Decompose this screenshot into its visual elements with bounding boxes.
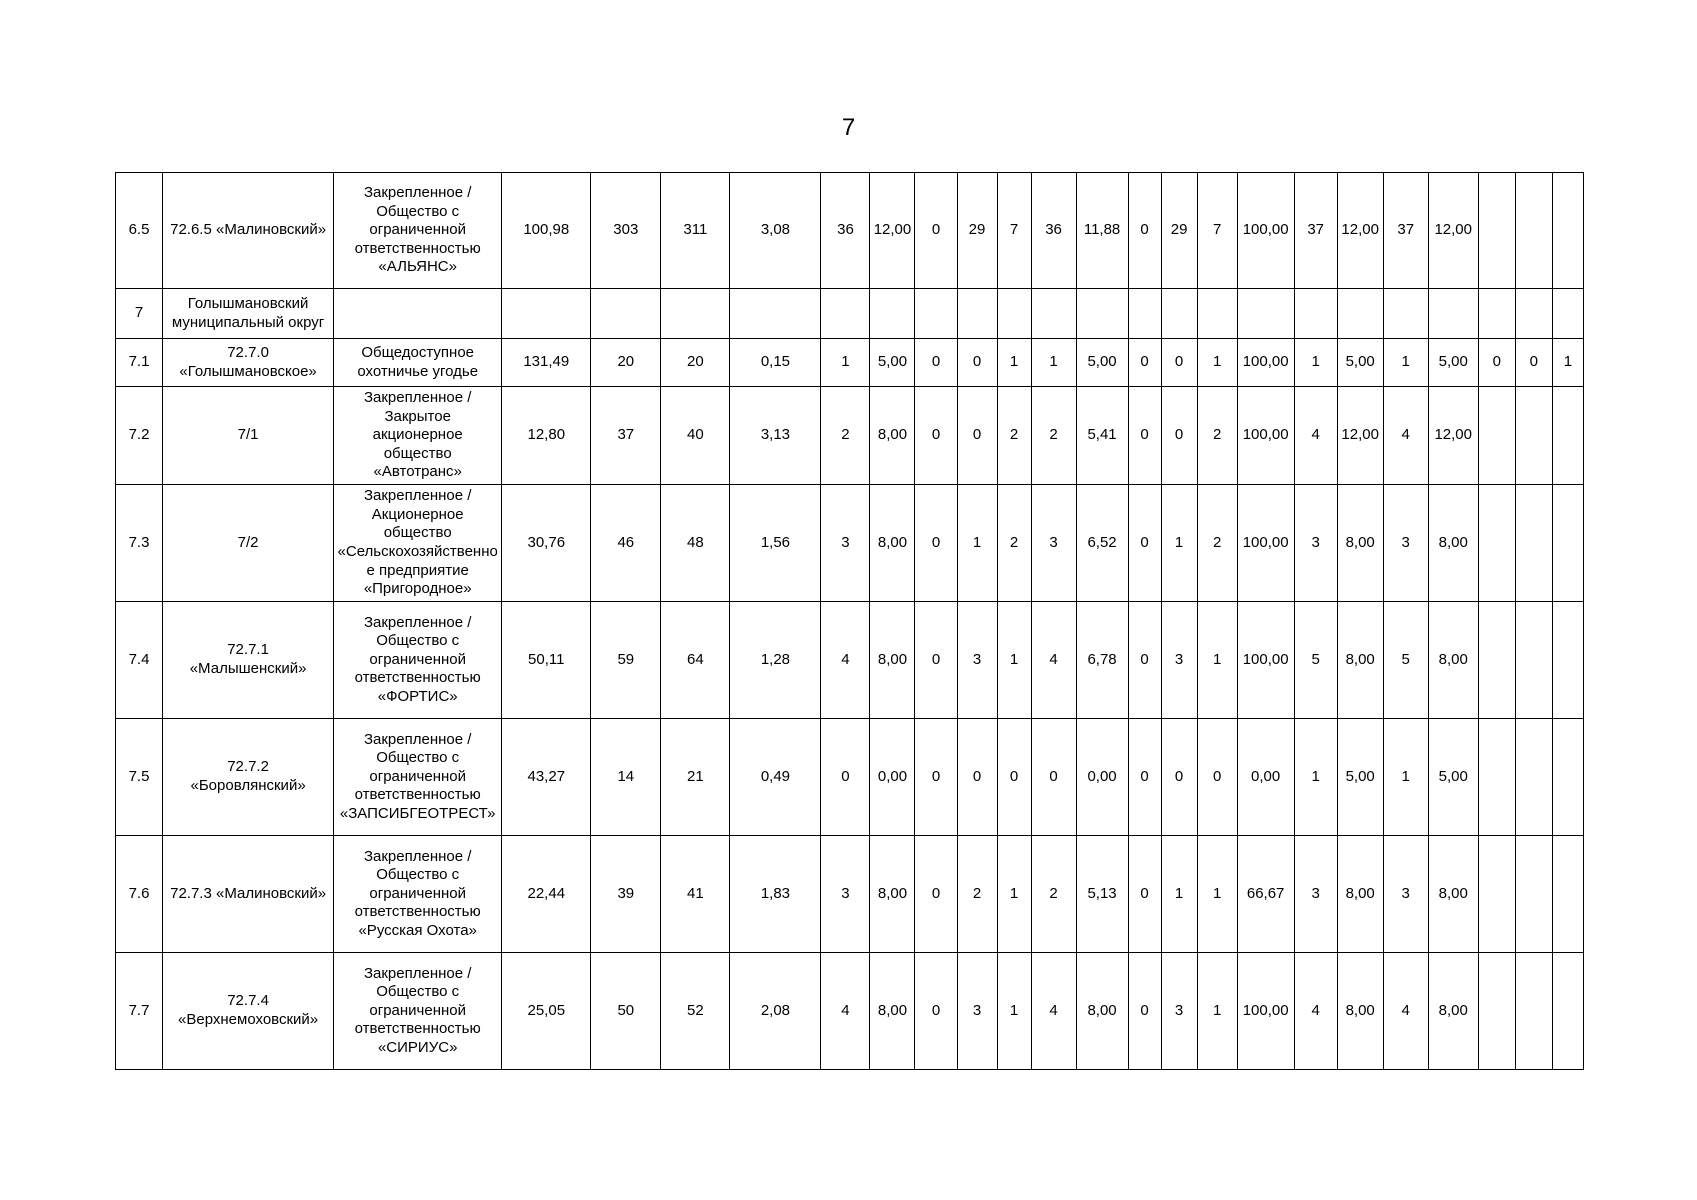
table-cell: 8,00: [870, 602, 915, 719]
table-cell: [1428, 289, 1478, 339]
table-cell: [1478, 602, 1515, 719]
table-cell: 100,00: [1237, 602, 1294, 719]
table-cell: Закрепленное / Общество с ограниченной ответственностью «ЗАПСИБГЕОТРЕСТ»: [334, 719, 502, 836]
table-cell: 0: [821, 719, 870, 836]
table-cell: 5,00: [870, 339, 915, 387]
table-cell: 6,78: [1076, 602, 1128, 719]
table-cell: 4: [1294, 953, 1337, 1070]
table-cell: [1128, 289, 1161, 339]
table-cell: 1: [1197, 602, 1237, 719]
table-cell: 3: [957, 602, 997, 719]
table-cell: 1: [997, 836, 1031, 953]
table-cell: 0: [1161, 719, 1197, 836]
table-cell: 5: [1294, 602, 1337, 719]
table-cell: [1478, 485, 1515, 602]
table-cell: 0: [1128, 953, 1161, 1070]
table-cell: [661, 289, 730, 339]
table-cell: 59: [591, 602, 661, 719]
table-cell: 2: [1031, 387, 1076, 485]
table-cell: 0: [997, 719, 1031, 836]
table-cell: 0: [1128, 602, 1161, 719]
table-cell: [1337, 289, 1383, 339]
table-cell: [1515, 602, 1552, 719]
table-cell: [1478, 173, 1515, 289]
table-cell: 1: [821, 339, 870, 387]
table-cell: 64: [661, 602, 730, 719]
table-cell: 12,80: [502, 387, 591, 485]
table-cell: 6.5: [116, 173, 163, 289]
table-cell: 1,28: [730, 602, 821, 719]
table-cell: 0: [1128, 836, 1161, 953]
table-cell: 1: [1552, 339, 1583, 387]
table-cell: [1552, 602, 1583, 719]
table-cell: Закрепленное / Общество с ограниченной ответственностью «ФОРТИС»: [334, 602, 502, 719]
table-cell: 4: [1383, 953, 1428, 1070]
table-cell: 1: [1294, 719, 1337, 836]
table-cell: [997, 289, 1031, 339]
table-cell: 1: [1031, 339, 1076, 387]
table-cell: 5,00: [1428, 719, 1478, 836]
table-cell: [1383, 289, 1428, 339]
table-cell: 12,00: [1428, 387, 1478, 485]
table-cell: 0: [915, 339, 957, 387]
table-cell: 4: [1294, 387, 1337, 485]
table-cell: 37: [591, 387, 661, 485]
table-cell: 43,27: [502, 719, 591, 836]
table-cell: 3: [1294, 836, 1337, 953]
table-cell: 0: [915, 953, 957, 1070]
table-cell: 1,83: [730, 836, 821, 953]
table-row: [116, 339, 1584, 387]
table-cell: 0,00: [1237, 719, 1294, 836]
table-cell: 5,00: [1428, 339, 1478, 387]
table-cell: 4: [1383, 387, 1428, 485]
table-cell: 7.1: [116, 339, 163, 387]
table-cell: 5,00: [1337, 719, 1383, 836]
table-cell: Закрепленное / Общество с ограниченной ответственностью «СИРИУС»: [334, 953, 502, 1070]
table-cell: 36: [1031, 173, 1076, 289]
table-cell: 8,00: [1337, 953, 1383, 1070]
table-cell: 0: [915, 602, 957, 719]
table-cell: 0: [1128, 173, 1161, 289]
table-cell: 5,00: [1076, 339, 1128, 387]
table-cell: [1552, 485, 1583, 602]
table-cell: 0: [1128, 387, 1161, 485]
table-row: [116, 953, 1584, 1070]
table-cell: 37: [1383, 173, 1428, 289]
table-cell: 7.2: [116, 387, 163, 485]
table-cell: 8,00: [1337, 602, 1383, 719]
table-cell: 40: [661, 387, 730, 485]
table-cell: 0: [1128, 485, 1161, 602]
table-cell: Закрепленное / Общество с ограниченной ответственностью «Русская Охота»: [334, 836, 502, 953]
table-cell: Закрепленное / Акционерное общество «Сельскохозяйственное предприятие «Пригородное»: [334, 485, 502, 602]
table-cell: [1515, 953, 1552, 1070]
table-cell: 37: [1294, 173, 1337, 289]
table-cell: 7.7: [116, 953, 163, 1070]
table-cell: 0: [957, 339, 997, 387]
table-cell: [1478, 289, 1515, 339]
table-cell: 1: [1197, 339, 1237, 387]
table-cell: 8,00: [1337, 485, 1383, 602]
table-cell: 1: [1161, 836, 1197, 953]
table-cell: 8,00: [1337, 836, 1383, 953]
table-row: [116, 602, 1584, 719]
table-cell: 8,00: [1428, 836, 1478, 953]
table-cell: 8,00: [1428, 953, 1478, 1070]
table-row: [116, 173, 1584, 289]
table-row: [116, 387, 1584, 485]
table-cell: 3,08: [730, 173, 821, 289]
table-cell: 0: [1161, 387, 1197, 485]
table-cell: [1515, 836, 1552, 953]
table-cell: 12,00: [1337, 173, 1383, 289]
table-cell: [870, 289, 915, 339]
table-cell: [730, 289, 821, 339]
table-cell: [1478, 719, 1515, 836]
table-cell: 20: [661, 339, 730, 387]
table-cell: 1: [997, 339, 1031, 387]
table-cell: 3: [1383, 485, 1428, 602]
table-cell: [334, 289, 502, 339]
table-cell: 36: [821, 173, 870, 289]
table-cell: 0: [1515, 339, 1552, 387]
table-cell: 0: [915, 485, 957, 602]
table-cell: 1: [997, 953, 1031, 1070]
table-cell: 1: [1197, 836, 1237, 953]
table-cell: 12,00: [870, 173, 915, 289]
table-cell: 0: [915, 836, 957, 953]
table-cell: 2: [957, 836, 997, 953]
table-cell: 1: [1383, 719, 1428, 836]
table-cell: 12,00: [1337, 387, 1383, 485]
table-cell: 2: [821, 387, 870, 485]
table-cell: 3: [1161, 602, 1197, 719]
table-cell: [1478, 836, 1515, 953]
table-cell: 1: [1197, 953, 1237, 1070]
table-cell: Закрепленное / Закрытое акционерное общество «Автотранс»: [334, 387, 502, 485]
table-cell: 29: [957, 173, 997, 289]
table-cell: 0: [1128, 719, 1161, 836]
table-cell: 4: [1031, 953, 1076, 1070]
table-cell: [1515, 173, 1552, 289]
table-cell: Голышмановский муниципальный округ: [163, 289, 334, 339]
table-cell: 72.6.5 «Малиновский»: [163, 173, 334, 289]
table-cell: [502, 289, 591, 339]
table-cell: [1515, 387, 1552, 485]
table-cell: 0,00: [870, 719, 915, 836]
table-cell: 3: [1031, 485, 1076, 602]
table-cell: 7.5: [116, 719, 163, 836]
table-cell: 50: [591, 953, 661, 1070]
table-cell: 3: [957, 953, 997, 1070]
table-cell: 100,98: [502, 173, 591, 289]
table-cell: 100,00: [1237, 485, 1294, 602]
table-cell: 5,41: [1076, 387, 1128, 485]
table-cell: 72.7.3 «Малиновский»: [163, 836, 334, 953]
table-cell: 8,00: [870, 387, 915, 485]
table-cell: 7: [1197, 173, 1237, 289]
table-cell: 12,00: [1428, 173, 1478, 289]
table-cell: [1515, 289, 1552, 339]
table-cell: 311: [661, 173, 730, 289]
table-cell: 3,13: [730, 387, 821, 485]
table-cell: 0: [957, 719, 997, 836]
table-cell: 7: [997, 173, 1031, 289]
table-cell: 7/1: [163, 387, 334, 485]
table-cell: [1552, 719, 1583, 836]
table-cell: 8,00: [870, 485, 915, 602]
table-cell: 5,00: [1337, 339, 1383, 387]
table-cell: 72.7.1 «Малышенский»: [163, 602, 334, 719]
table-cell: [821, 289, 870, 339]
table-cell: 2: [997, 387, 1031, 485]
table-cell: [1552, 953, 1583, 1070]
table-cell: 4: [1031, 602, 1076, 719]
table-cell: 1: [1161, 485, 1197, 602]
table-cell: [1552, 289, 1583, 339]
table-cell: 20: [591, 339, 661, 387]
table-cell: [1552, 836, 1583, 953]
table-cell: 7: [116, 289, 163, 339]
table-cell: 8,00: [870, 836, 915, 953]
table-cell: 5,13: [1076, 836, 1128, 953]
table-cell: 2: [1197, 387, 1237, 485]
table-cell: 1: [957, 485, 997, 602]
table-cell: 7.3: [116, 485, 163, 602]
table-cell: Общедоступное охотничье угодье: [334, 339, 502, 387]
table-cell: 0,00: [1076, 719, 1128, 836]
table-cell: 131,49: [502, 339, 591, 387]
table-cell: 0: [1161, 339, 1197, 387]
table-cell: 39: [591, 836, 661, 953]
table-cell: 2: [997, 485, 1031, 602]
table-cell: 6,52: [1076, 485, 1128, 602]
table-row: [116, 289, 1584, 339]
table-cell: 3: [821, 485, 870, 602]
table-cell: 0,49: [730, 719, 821, 836]
table-cell: 66,67: [1237, 836, 1294, 953]
table-cell: 0: [915, 719, 957, 836]
table-cell: 0,15: [730, 339, 821, 387]
table-row: [116, 836, 1584, 953]
table-cell: 2: [1031, 836, 1076, 953]
table-cell: [915, 289, 957, 339]
table-cell: 46: [591, 485, 661, 602]
table-cell: 303: [591, 173, 661, 289]
table-cell: [1237, 289, 1294, 339]
table-cell: 8,00: [1428, 602, 1478, 719]
page-number: 7: [841, 114, 856, 141]
table-cell: 21: [661, 719, 730, 836]
table-cell: 7.4: [116, 602, 163, 719]
table-cell: [1478, 953, 1515, 1070]
table-cell: 72.7.2 «Боровлянский»: [163, 719, 334, 836]
table-cell: 3: [1161, 953, 1197, 1070]
table-cell: 100,00: [1237, 173, 1294, 289]
table-cell: 4: [821, 953, 870, 1070]
table-cell: 1: [997, 602, 1031, 719]
table-cell: 41: [661, 836, 730, 953]
table-cell: 0: [915, 173, 957, 289]
table-cell: 3: [1383, 836, 1428, 953]
table-row: [116, 719, 1584, 836]
table-cell: 0: [1031, 719, 1076, 836]
table-cell: [1515, 719, 1552, 836]
table-cell: 3: [821, 836, 870, 953]
table-cell: 72.7.0 «Голышмановское»: [163, 339, 334, 387]
table-cell: [1197, 289, 1237, 339]
table-cell: [1076, 289, 1128, 339]
table-cell: 1: [1294, 339, 1337, 387]
table-cell: 2: [1197, 485, 1237, 602]
table-cell: 100,00: [1237, 339, 1294, 387]
table-cell: [591, 289, 661, 339]
table-cell: 0: [1128, 339, 1161, 387]
table-cell: 1,56: [730, 485, 821, 602]
hunting-grounds-table: [115, 172, 1584, 1070]
table-cell: 8,00: [1076, 953, 1128, 1070]
table-cell: [1031, 289, 1076, 339]
table-cell: 1: [1383, 339, 1428, 387]
table-cell: 14: [591, 719, 661, 836]
table-cell: 25,05: [502, 953, 591, 1070]
table-cell: 11,88: [1076, 173, 1128, 289]
table-cell: 5: [1383, 602, 1428, 719]
table-cell: 2,08: [730, 953, 821, 1070]
table-cell: 72.7.4 «Верхнемоховский»: [163, 953, 334, 1070]
table-cell: 8,00: [870, 953, 915, 1070]
table-cell: 7.6: [116, 836, 163, 953]
table-cell: [1478, 387, 1515, 485]
table-cell: [1161, 289, 1197, 339]
table-cell: 30,76: [502, 485, 591, 602]
table-cell: [1294, 289, 1337, 339]
table-cell: 4: [821, 602, 870, 719]
table-cell: 0: [915, 387, 957, 485]
table-cell: 50,11: [502, 602, 591, 719]
table-cell: 0: [957, 387, 997, 485]
table-cell: 7/2: [163, 485, 334, 602]
table-cell: 52: [661, 953, 730, 1070]
table-cell: [1515, 485, 1552, 602]
table-cell: 48: [661, 485, 730, 602]
table-cell: Закрепленное / Общество с ограниченной ответственностью «АЛЬЯНС»: [334, 173, 502, 289]
table-cell: 3: [1294, 485, 1337, 602]
table-cell: [1552, 173, 1583, 289]
table-cell: 8,00: [1428, 485, 1478, 602]
table-cell: 0: [1478, 339, 1515, 387]
table-cell: 100,00: [1237, 953, 1294, 1070]
table-cell: [957, 289, 997, 339]
table-cell: 100,00: [1237, 387, 1294, 485]
table-cell: 0: [1197, 719, 1237, 836]
table-cell: 22,44: [502, 836, 591, 953]
table-row: [116, 485, 1584, 602]
table-cell: 29: [1161, 173, 1197, 289]
table-cell: [1552, 387, 1583, 485]
